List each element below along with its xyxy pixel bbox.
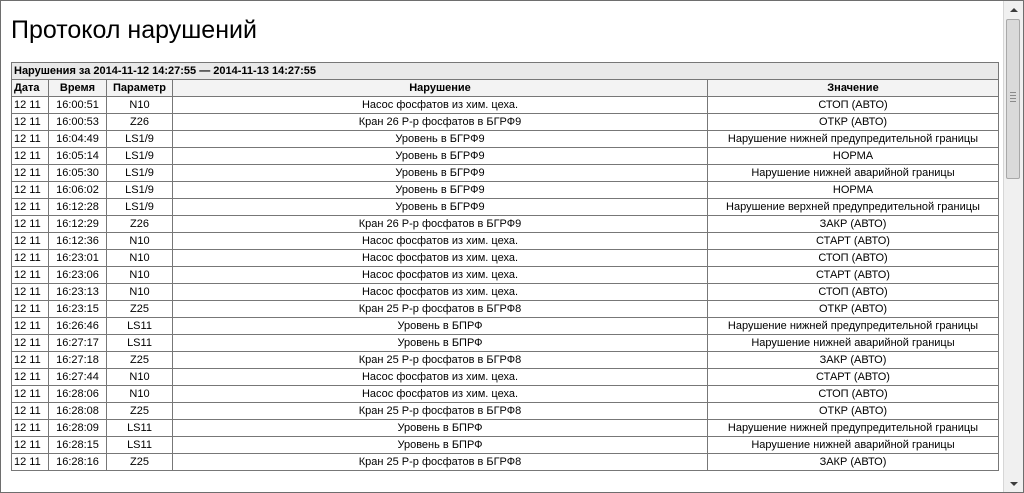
cell-time: 16:28:06: [49, 386, 107, 403]
cell-parameter: LS11: [107, 420, 173, 437]
cell-violation: Уровень в БГРФ9: [173, 148, 708, 165]
period-caption: Нарушения за 2014-11-12 14:27:55 — 2014-11-13 14:27:55: [12, 63, 999, 80]
cell-parameter: LS1/9: [107, 148, 173, 165]
vertical-scrollbar[interactable]: [1003, 1, 1023, 492]
cell-date: 12 11: [12, 131, 49, 148]
table-row: [12, 216, 999, 233]
cell-parameter: Z25: [107, 454, 173, 471]
cell-parameter: LS1/9: [107, 131, 173, 148]
cell-date: 12 11: [12, 284, 49, 301]
table-row: [12, 403, 999, 420]
cell-time: 16:05:30: [49, 165, 107, 182]
cell-date: 12 11: [12, 420, 49, 437]
cell-time: 16:28:15: [49, 437, 107, 454]
cell-value: СТОП (АВТО): [708, 284, 999, 301]
cell-violation: Насос фосфатов из хим. цеха.: [173, 386, 708, 403]
table-header-row: [12, 80, 999, 97]
cell-date: 12 11: [12, 114, 49, 131]
table-row: [12, 369, 999, 386]
grip-icon: [1010, 92, 1016, 104]
cell-violation: Уровень в БПРФ: [173, 335, 708, 352]
cell-violation: Уровень в БГРФ9: [173, 165, 708, 182]
cell-date: 12 11: [12, 216, 49, 233]
cell-time: 16:23:13: [49, 284, 107, 301]
cell-value: ЗАКР (АВТО): [708, 352, 999, 369]
cell-violation: Кран 25 Р-р фосфатов в БГРФ8: [173, 403, 708, 420]
column-header-value: Значение: [708, 80, 999, 97]
cell-value: ЗАКР (АВТО): [708, 454, 999, 471]
cell-time: 16:27:18: [49, 352, 107, 369]
cell-violation: Кран 25 Р-р фосфатов в БГРФ8: [173, 352, 708, 369]
cell-date: 12 11: [12, 454, 49, 471]
cell-parameter: Z25: [107, 403, 173, 420]
cell-violation: Уровень в БПРФ: [173, 318, 708, 335]
cell-value: СТОП (АВТО): [708, 250, 999, 267]
cell-parameter: Z25: [107, 352, 173, 369]
scrollbar-thumb[interactable]: [1006, 19, 1020, 179]
cell-time: 16:12:28: [49, 199, 107, 216]
cell-date: 12 11: [12, 352, 49, 369]
cell-parameter: N10: [107, 250, 173, 267]
table-row: [12, 420, 999, 437]
arrow-down-icon: [1010, 482, 1018, 486]
cell-parameter: LS11: [107, 318, 173, 335]
report-content: [1, 1, 1003, 492]
violations-table: [11, 62, 999, 471]
cell-time: 16:12:29: [49, 216, 107, 233]
cell-time: 16:26:46: [49, 318, 107, 335]
cell-violation: Уровень в БПРФ: [173, 420, 708, 437]
cell-date: 12 11: [12, 199, 49, 216]
cell-time: 16:23:01: [49, 250, 107, 267]
table-row: [12, 386, 999, 403]
cell-value: Нарушение верхней предупредительной границы: [708, 199, 999, 216]
cell-time: 16:06:02: [49, 182, 107, 199]
cell-violation: Насос фосфатов из хим. цеха.: [173, 97, 708, 114]
cell-violation: Насос фосфатов из хим. цеха.: [173, 233, 708, 250]
cell-value: НОРМА: [708, 148, 999, 165]
cell-time: 16:28:16: [49, 454, 107, 471]
cell-date: 12 11: [12, 148, 49, 165]
cell-date: 12 11: [12, 369, 49, 386]
table-row: [12, 250, 999, 267]
cell-value: ОТКР (АВТО): [708, 403, 999, 420]
cell-value: Нарушение нижней аварийной границы: [708, 335, 999, 352]
cell-date: 12 11: [12, 335, 49, 352]
table-row: [12, 352, 999, 369]
table-row: [12, 165, 999, 182]
cell-date: 12 11: [12, 403, 49, 420]
cell-time: 16:27:17: [49, 335, 107, 352]
period-caption-row: [12, 63, 999, 80]
cell-time: 16:05:14: [49, 148, 107, 165]
cell-time: 16:00:53: [49, 114, 107, 131]
cell-time: 16:00:51: [49, 97, 107, 114]
table-row: [12, 114, 999, 131]
cell-date: 12 11: [12, 301, 49, 318]
cell-value: НОРМА: [708, 182, 999, 199]
table-row: [12, 199, 999, 216]
cell-date: 12 11: [12, 267, 49, 284]
cell-value: СТАРТ (АВТО): [708, 369, 999, 386]
cell-date: 12 11: [12, 233, 49, 250]
cell-date: 12 11: [12, 437, 49, 454]
cell-parameter: LS1/9: [107, 182, 173, 199]
cell-parameter: Z26: [107, 114, 173, 131]
table-row: [12, 131, 999, 148]
column-header-parameter: Параметр: [107, 80, 173, 97]
scroll-up-button[interactable]: [1005, 1, 1022, 18]
cell-parameter: N10: [107, 97, 173, 114]
table-row: [12, 301, 999, 318]
cell-time: 16:23:15: [49, 301, 107, 318]
cell-violation: Насос фосфатов из хим. цеха.: [173, 267, 708, 284]
cell-value: СТАРТ (АВТО): [708, 233, 999, 250]
cell-violation: Уровень в БГРФ9: [173, 131, 708, 148]
cell-parameter: N10: [107, 233, 173, 250]
cell-date: 12 11: [12, 97, 49, 114]
table-row: [12, 437, 999, 454]
cell-parameter: LS11: [107, 437, 173, 454]
cell-violation: Уровень в БГРФ9: [173, 199, 708, 216]
arrow-up-icon: [1010, 8, 1018, 12]
cell-parameter: N10: [107, 386, 173, 403]
cell-value: Нарушение нижней аварийной границы: [708, 437, 999, 454]
table-row: [12, 454, 999, 471]
cell-value: Нарушение нижней предупредительной границы: [708, 420, 999, 437]
cell-violation: Уровень в БГРФ9: [173, 182, 708, 199]
cell-time: 16:28:09: [49, 420, 107, 437]
table-row: [12, 148, 999, 165]
cell-date: 12 11: [12, 250, 49, 267]
cell-violation: Кран 26 Р-р фосфатов в БГРФ9: [173, 114, 708, 131]
cell-date: 12 11: [12, 165, 49, 182]
cell-violation: Насос фосфатов из хим. цеха.: [173, 250, 708, 267]
cell-parameter: Z26: [107, 216, 173, 233]
cell-parameter: LS11: [107, 335, 173, 352]
cell-violation: Кран 25 Р-р фосфатов в БГРФ8: [173, 454, 708, 471]
cell-date: 12 11: [12, 182, 49, 199]
column-header-violation: Нарушение: [173, 80, 708, 97]
cell-value: ОТКР (АВТО): [708, 301, 999, 318]
cell-time: 16:27:44: [49, 369, 107, 386]
table-row: [12, 335, 999, 352]
table-row: [12, 267, 999, 284]
cell-date: 12 11: [12, 386, 49, 403]
cell-value: Нарушение нижней аварийной границы: [708, 165, 999, 182]
cell-time: 16:28:08: [49, 403, 107, 420]
table-row: [12, 233, 999, 250]
page-title: Протокол нарушений: [11, 16, 257, 44]
cell-violation: Насос фосфатов из хим. цеха.: [173, 369, 708, 386]
column-header-date: Дата: [12, 80, 49, 97]
cell-value: СТОП (АВТО): [708, 386, 999, 403]
table-row: [12, 182, 999, 199]
cell-time: 16:12:36: [49, 233, 107, 250]
cell-parameter: LS1/9: [107, 165, 173, 182]
cell-violation: Уровень в БПРФ: [173, 437, 708, 454]
cell-violation: Кран 26 Р-р фосфатов в БГРФ9: [173, 216, 708, 233]
cell-violation: Кран 25 Р-р фосфатов в БГРФ8: [173, 301, 708, 318]
cell-violation: Насос фосфатов из хим. цеха.: [173, 284, 708, 301]
table-row: [12, 97, 999, 114]
cell-parameter: LS1/9: [107, 199, 173, 216]
cell-value: ОТКР (АВТО): [708, 114, 999, 131]
cell-value: ЗАКР (АВТО): [708, 216, 999, 233]
cell-value: Нарушение нижней предупредительной границы: [708, 318, 999, 335]
cell-date: 12 11: [12, 318, 49, 335]
cell-value: Нарушение нижней предупредительной границы: [708, 131, 999, 148]
table-row: [12, 284, 999, 301]
cell-parameter: N10: [107, 267, 173, 284]
scroll-down-button[interactable]: [1005, 475, 1022, 492]
table-row: [12, 318, 999, 335]
cell-value: СТАРТ (АВТО): [708, 267, 999, 284]
column-header-time: Время: [49, 80, 107, 97]
cell-parameter: Z25: [107, 301, 173, 318]
cell-parameter: N10: [107, 369, 173, 386]
cell-time: 16:23:06: [49, 267, 107, 284]
cell-time: 16:04:49: [49, 131, 107, 148]
cell-parameter: N10: [107, 284, 173, 301]
cell-value: СТОП (АВТО): [708, 97, 999, 114]
